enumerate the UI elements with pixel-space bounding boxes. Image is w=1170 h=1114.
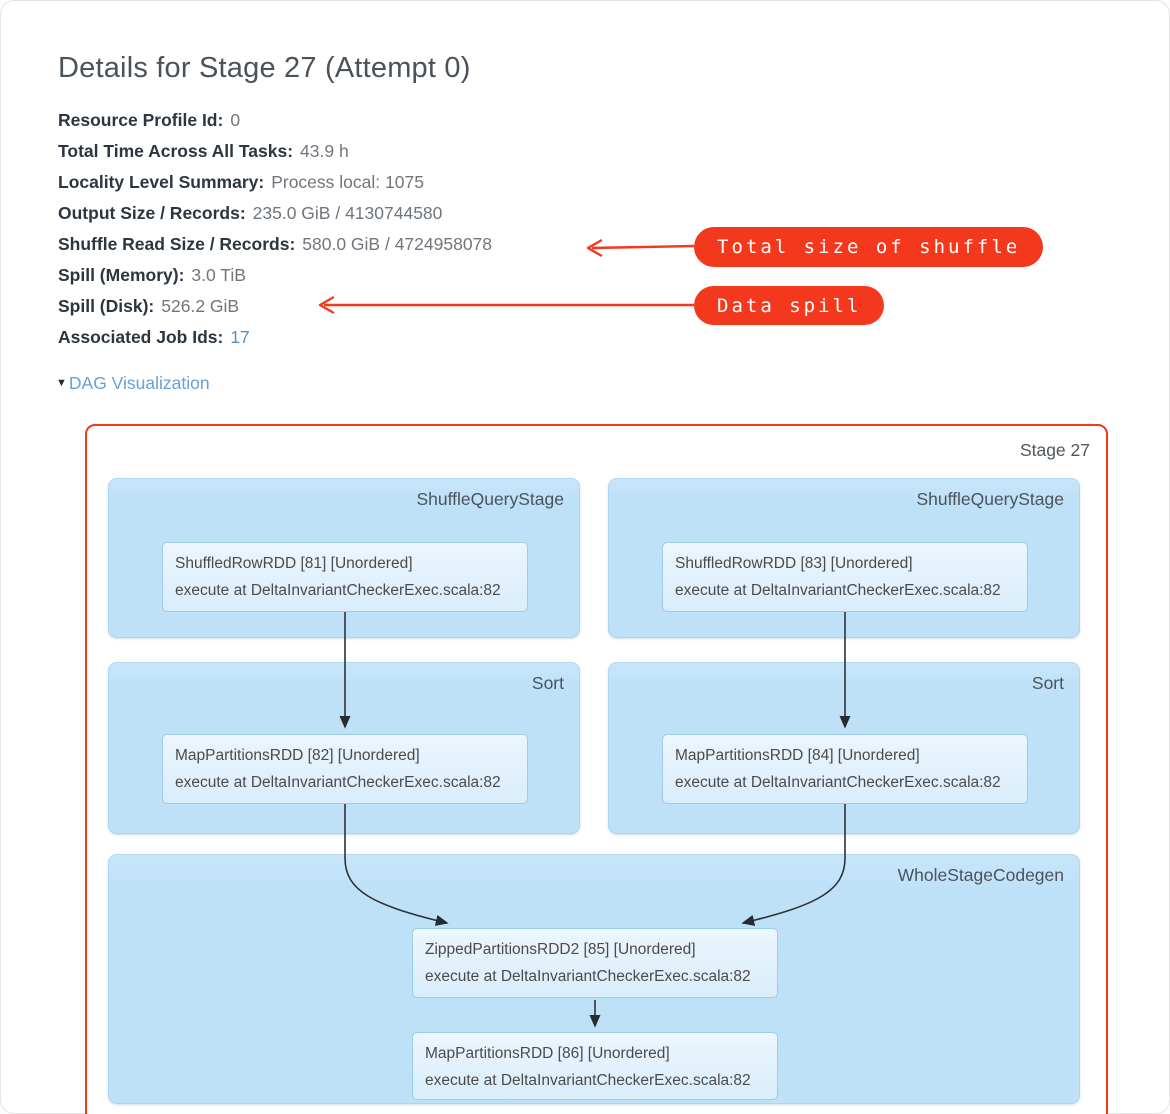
rdd-node-title: MapPartitionsRDD [82] [Unordered] bbox=[175, 747, 420, 764]
stat-label: Resource Profile Id: bbox=[58, 110, 224, 130]
stat-label: Output Size / Records: bbox=[58, 203, 246, 223]
stat-value: 43.9 h bbox=[300, 141, 349, 161]
stat-label: Spill (Disk): bbox=[58, 296, 155, 316]
stat-spill-disk bbox=[58, 291, 492, 322]
stat-value: 0 bbox=[230, 110, 241, 130]
dag-visualization-toggle[interactable] bbox=[56, 373, 210, 394]
rdd-node-81 bbox=[162, 542, 528, 612]
dag-stage-container bbox=[85, 424, 1108, 1114]
stat-associated-job-ids bbox=[58, 322, 492, 353]
cluster-label: WholeStageCodegen bbox=[897, 865, 1064, 885]
stat-label: Spill (Memory): bbox=[58, 265, 185, 285]
rdd-node-callsite: execute at DeltaInvariantCheckerExec.scala:82 bbox=[425, 968, 751, 985]
stage-label: Stage 27 bbox=[1019, 440, 1090, 460]
stat-resource-profile bbox=[58, 105, 492, 136]
annotation-callout-spill: Data spill bbox=[694, 286, 884, 325]
stat-value: 580.0 GiB / 4724958078 bbox=[302, 234, 493, 254]
rdd-node-callsite: execute at DeltaInvariantCheckerExec.scala:82 bbox=[425, 1072, 751, 1089]
rdd-node-86 bbox=[412, 1032, 778, 1100]
stat-output-size bbox=[58, 198, 492, 229]
stat-label: Shuffle Read Size / Records: bbox=[58, 234, 296, 254]
stat-total-time bbox=[58, 136, 492, 167]
stat-value: Process local: 1075 bbox=[271, 172, 424, 192]
page-title: Details for Stage 27 (Attempt 0) bbox=[58, 52, 471, 84]
rdd-node-title: MapPartitionsRDD [84] [Unordered] bbox=[675, 747, 920, 764]
stage-summary-stats bbox=[58, 105, 492, 353]
rdd-node-84 bbox=[662, 734, 1028, 804]
rdd-node-83 bbox=[662, 542, 1028, 612]
cluster-label: Sort bbox=[1031, 673, 1064, 693]
cluster-label: ShuffleQueryStage bbox=[416, 489, 564, 509]
rdd-node-title: ShuffledRowRDD [83] [Unordered] bbox=[675, 555, 913, 572]
stat-value: 235.0 GiB / 4130744580 bbox=[252, 203, 443, 223]
stat-label: Associated Job Ids: bbox=[58, 327, 224, 347]
rdd-node-callsite: execute at DeltaInvariantCheckerExec.scala:82 bbox=[675, 582, 1001, 599]
rdd-node-82 bbox=[162, 734, 528, 804]
annotation-callout-shuffle: Total size of shuffle bbox=[694, 227, 1043, 267]
rdd-node-85 bbox=[412, 928, 778, 998]
cluster-label: ShuffleQueryStage bbox=[916, 489, 1064, 509]
job-id-link[interactable]: 17 bbox=[230, 327, 250, 347]
rdd-node-title: ShuffledRowRDD [81] [Unordered] bbox=[175, 555, 413, 572]
cluster-label: Sort bbox=[531, 673, 564, 693]
stat-locality-summary bbox=[58, 167, 492, 198]
rdd-node-callsite: execute at DeltaInvariantCheckerExec.scala:82 bbox=[675, 774, 1001, 791]
stat-value: 526.2 GiB bbox=[161, 296, 240, 316]
stat-value: 3.0 TiB bbox=[191, 265, 246, 285]
rdd-node-title: ZippedPartitionsRDD2 [85] [Unordered] bbox=[425, 941, 696, 958]
stat-spill-memory bbox=[58, 260, 492, 291]
rdd-node-title: MapPartitionsRDD [86] [Unordered] bbox=[425, 1045, 670, 1062]
rdd-node-callsite: execute at DeltaInvariantCheckerExec.scala:82 bbox=[175, 582, 501, 599]
stat-label: Locality Level Summary: bbox=[58, 172, 265, 192]
rdd-node-callsite: execute at DeltaInvariantCheckerExec.scala:82 bbox=[175, 774, 501, 791]
stat-shuffle-read-size bbox=[58, 229, 492, 260]
dag-visualization-link: DAG Visualization bbox=[68, 373, 210, 393]
collapse-triangle-icon: ▼ bbox=[56, 377, 67, 389]
stat-label: Total Time Across All Tasks: bbox=[58, 141, 294, 161]
